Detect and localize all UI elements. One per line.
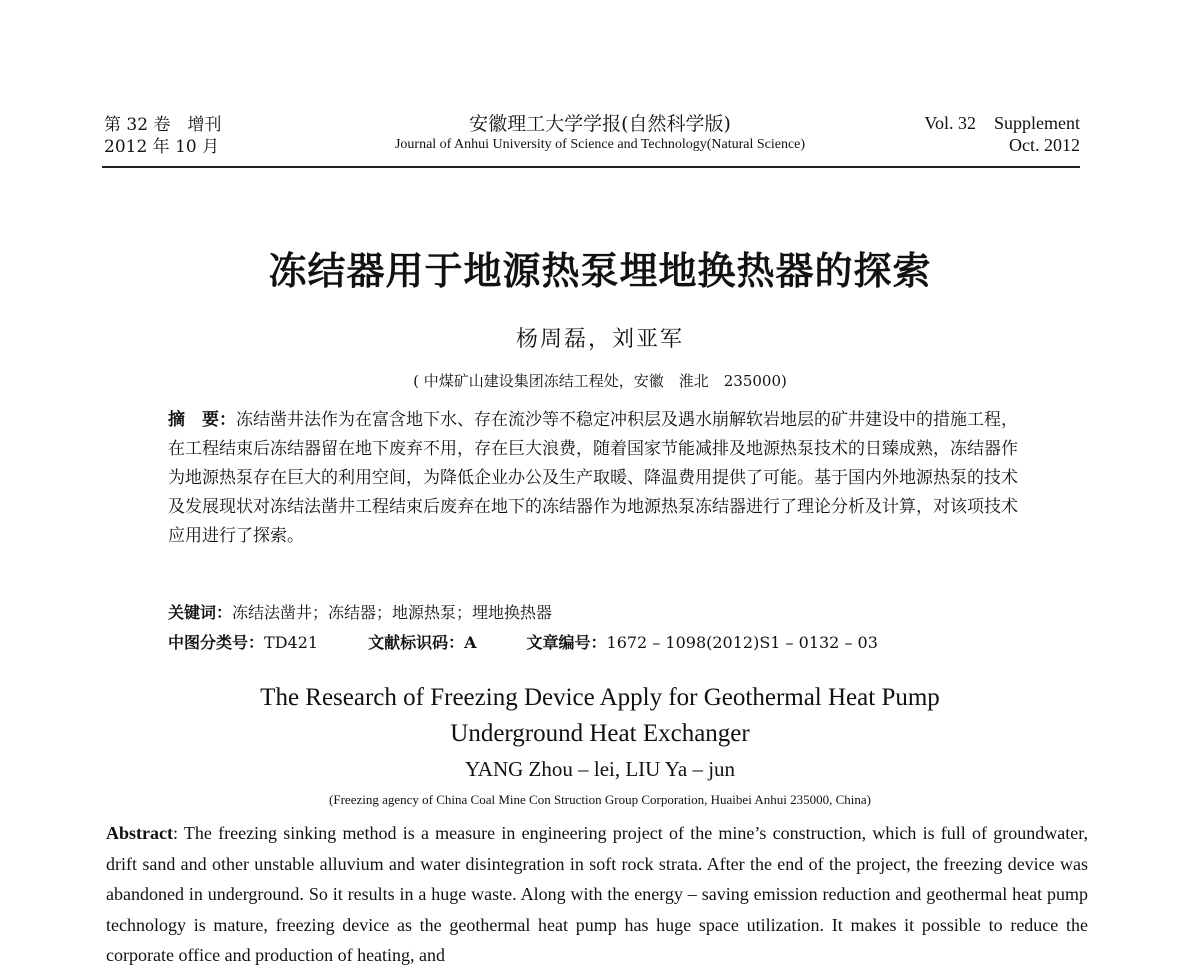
abstract-en <box>106 818 1088 971</box>
header-rule <box>102 166 1080 168</box>
header-date-cn: 2012 年 10 月 <box>104 137 220 157</box>
abstract-en-text: : The freezing sinking method is a measure in engineering project of the mine’s construction, which is full of groundwater, drift sand and other unstable alluvium and water disintegration in soft rock strata. After the end of the project, the freezing device was abandoned in underground. So it results in a huge waste. Along with the energy – saving emission reduction and geothermal heat pump technology is mature, freezing device as the geothermal heat pump has huge space utilization. It makes it possible to reduce the corporate office and production of heating, and <box>106 823 1088 965</box>
keywords-text: 冻结法凿井；冻结器；地源热泵；埋地换热器 <box>232 603 553 622</box>
header-date-en: Oct. 2012 <box>1009 135 1080 155</box>
header-volume-en: Vol. 32 <box>924 113 976 133</box>
header-volume-date-cn <box>104 114 221 158</box>
abstract-cn-label: 摘 要： <box>168 410 236 430</box>
journal-name-en: Journal of Anhui University of Science and Technology(Natural Science) <box>394 137 806 152</box>
abstract-en-label: Abstract <box>106 823 173 843</box>
article-no-label: 文章编号： <box>526 633 607 652</box>
article-no-value: 1672 – 1098(2012)S1 – 0132 – 03 <box>606 633 878 652</box>
paper-title-en-line1: The Research of Freezing Device Apply for Geothermal Heat Pump <box>260 684 940 711</box>
affiliation-en: (Freezing agency of China Coal Mine Con Struction Group Corporation, Huaibei Anhui 235000, China) <box>329 792 871 807</box>
abstract-cn <box>168 406 1028 551</box>
authors-en: YANG Zhou – lei, LIU Ya – jun <box>464 757 736 781</box>
keywords-label: 关键词： <box>168 603 233 622</box>
header-volume-date-en <box>880 112 1080 156</box>
doc-code-label: 文献标识码： <box>368 633 465 652</box>
paper-title-en-line2: Underground Heat Exchanger <box>450 720 750 747</box>
authors-cn: 杨周磊，刘亚军 <box>515 327 684 352</box>
affiliation-cn: ( 中煤矿山建设集团冻结工程处，安徽 淮北 235000) <box>413 372 787 390</box>
header-journal <box>320 112 880 154</box>
keywords-cn <box>168 600 552 623</box>
classification-line <box>168 630 1028 653</box>
header-volume-cn: 第 32 卷 增刊 <box>104 115 222 135</box>
header-supplement-en: Supplement <box>994 113 1080 133</box>
clc-value: TD421 <box>264 633 319 652</box>
journal-name-cn: 安徽理工大学学报(自然科学版) <box>469 113 731 135</box>
clc-label: 中图分类号： <box>168 633 265 652</box>
paper-title-en <box>0 680 1200 752</box>
paper-title-cn: 冻结器用于地源热泵埋地换热器的探索 <box>268 248 932 293</box>
doc-code-value: A <box>464 633 477 652</box>
abstract-cn-text: 冻结凿井法作为在富含地下水、存在流沙等不稳定冲积层及遇水崩解软岩地层的矿井建设中的措施工程，在工程结束后冻结器留在地下废弃不用，存在巨大浪费，随着国家节能减排及地源热泵技术的日臻成熟，冻结器作为地源热泵存在巨大的利用空间，为降低企业办公及生产取暖、降温费用提供了可能。基于国内外地源热泵的技术及发展现状对冻结法凿井工程结束后废弃在地下的冻结器作为地源热泵冻结器进行了理论分析及计算，对该项技术应用进行了探索。 <box>168 410 1018 546</box>
